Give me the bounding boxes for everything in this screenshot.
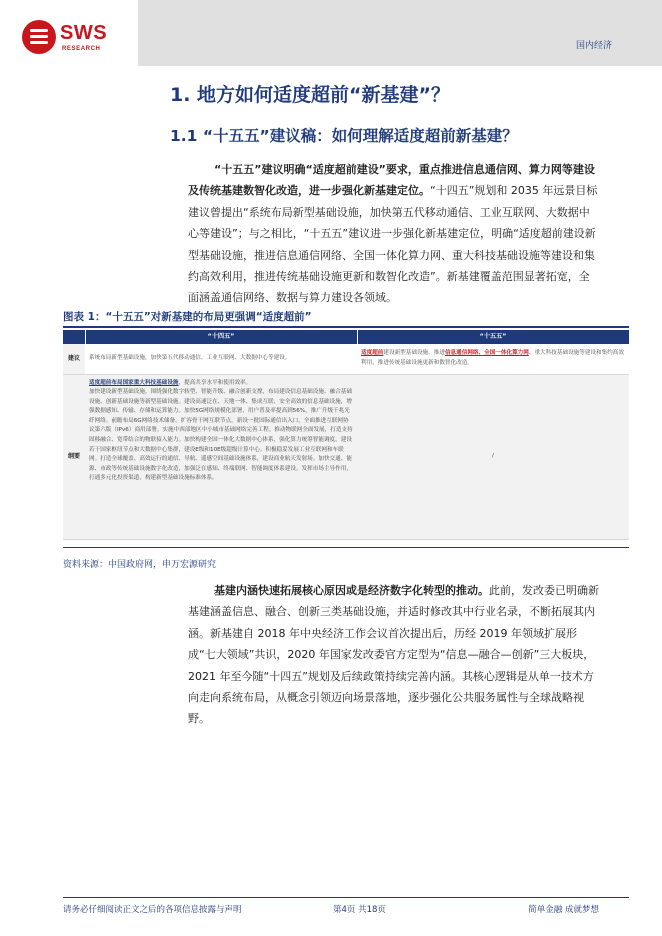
table-header-14: “十四五” [85,330,357,344]
figure-title: 图表 1：“十五五”对新基建的布局更强调“适度超前” [63,311,312,323]
cell-suggestion-15: 适度超前建设新型基础设施，推进信息通信网络、全国一体化算力网、重大科技基础设施等建设和集约高效利用，推进传统基础设施更新和数智化改造。 [357,344,629,374]
paragraph-1-body: “十四五”规划和 2035 年远景目标建议曾提出“系统布局新型基础设施，加快第五代移动通信、工业互联网、大数据中心等建设”；与之相比，“十五五”建议进一步强化新基建定位，明确“适度超前建设新型基础设施，推进信息通信网络、全国一体化算力网、重大科技基础设施等建设和集约高效利用，推进传统基础设施更新和数智化改造”。新基建覆盖范围显著拓宽，全面涵盖通信网络、数据与算力建设各领域。 [188,184,598,305]
paragraph-2-body: 此前，发改委已明确新基建涵盖信息、融合、创新三类基础设施，并适时修改其中行业名录，不断拓展其内涵。新基建自 2018 年中央经济工作会议首次提出后，历经 2019 年领域扩展形成“七大领域”共识，2020 年国家发改委官方定型为“信息—融合—创新”三大板块，2021 年至今随“十四五”规划及后续政策持续完善内涵。其核心逻辑是从单一技术方向走向系统布局，从概念引领迈向场景落地，逐步强化公共服务属性与全球战略视野。 [188,584,599,726]
header-band [138,0,662,66]
footer-disclaimer: 请务必仔细阅读正文之后的各项信息披露与声明 [63,905,242,915]
cell-outline-14: 适度超前布局国家重大科技基础设施，提高共享水平和使用效率。 加快建设新型基础设施。围绕强化数字转型、智能升级、融合创新支撑，布局建设信息基础设施、融合基础设施、创新基础设施等新型基础设施。建设高速泛在、天地一体、集成互联、安全高效的信息基础设施，增强数据感知、传输、存储和运算能力。加快5G网络规模化部署，用户普及率提高到56%，推广升级千兆光纤网络。前瞻布局6G网络技术储备。扩容骨干网互联节点，新设一批国际通信出入口，全面推进互联网协议第六版（IPv6）商用部署。实施中西部地区中小城市基础网络完善工程。推动物联网全面发展，打造支持固移融合、宽带结合的物联接入能力。加快构建全国一体化大数据中心体系，强化算力统筹智能调度，建设若干国家枢纽节点和大数据中心集群，建设E级和10E级超级计算中心。积极稳妥发展工业互联网和车联网。打造全球覆盖、高效运行的通信、导航、遥感空间基础设施体系，建设商业航天发射场。加快交通、能源、市政等传统基础设施数字化改造，加强泛在感知、终端联网、智能调度体系建设。发挥市场主导作用，打通多元化投资渠道，构建新型基础设施标准体系。 [85,374,357,539]
paragraph-2-lead: 基建内涵快速拓展核心原因或是经济数字化转型的推动。 [214,584,489,597]
header-category: 国内经济 [575,41,612,51]
figure-top-rule [63,326,629,328]
footer-slogan: 简单金融 成就梦想 [528,905,599,915]
table-row [63,344,629,374]
table-header-15: “十五五” [357,330,629,344]
cell-suggestion-14: 系统布局新型基础设施，加快第五代移动通信、工业互联网、大数据中心等建设。 [85,344,357,374]
logo-mark-icon [22,20,56,54]
table-row [63,374,629,539]
section-heading: 1. 地方如何适度超前“新基建”？ [170,84,451,106]
comparison-table [63,330,630,540]
paragraph-2 [188,580,600,730]
figure-bottom-rule [63,547,629,548]
page-number: 第4页 共18页 [333,905,386,915]
row-label-outline: 纲要 [63,374,85,539]
table-header-blank [63,330,85,344]
figure-source: 资料来源：中国政府网，申万宏源研究 [63,560,217,570]
brand-logo [22,16,118,62]
logo-text: SWS [60,22,108,44]
logo-subtext: RESEARCH [62,46,101,52]
cell-outline-15: / [357,374,629,539]
table-header-row [63,330,629,344]
paragraph-1 [188,159,600,309]
row-label-suggestion: 建议 [63,344,85,374]
subsection-heading: 1.1 “十五五”建议稿：如何理解适度超前新基建？ [170,127,518,145]
footer-rule [63,897,629,898]
paragraph-1-lead: “十五五”建议明确“适度超前建设”要求，重点推进信息通信网、算力网等建设及传统基建数智化改造，进一步强化新基建定位。 [188,163,595,198]
